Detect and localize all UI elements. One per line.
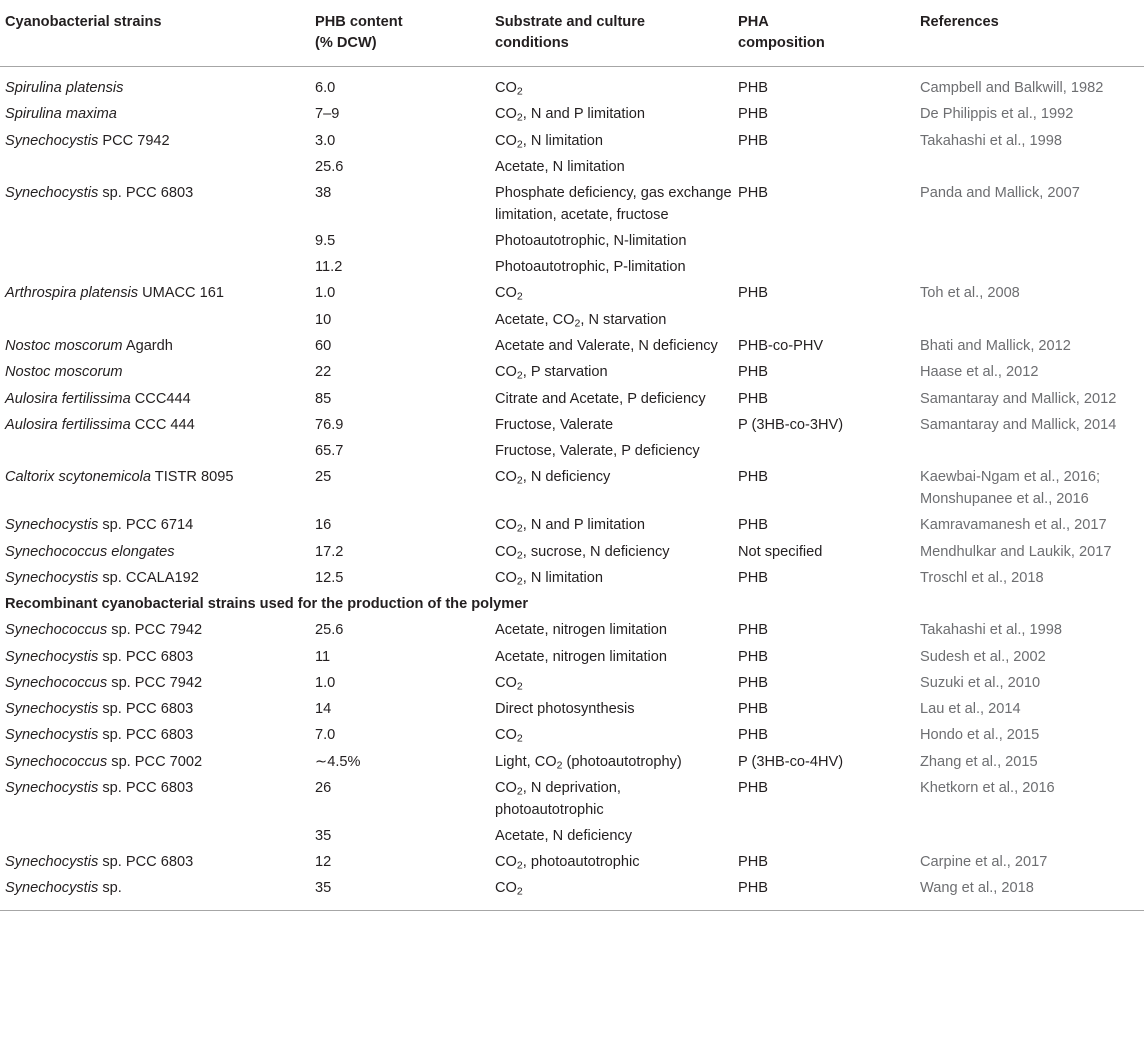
substrate-text-rest: , N starvation xyxy=(580,311,667,328)
table-row xyxy=(0,539,1144,565)
substrate-text: CO xyxy=(495,674,517,691)
table-row xyxy=(0,644,1144,670)
substrate-cell xyxy=(490,618,733,644)
substrate-text: CO xyxy=(495,854,517,871)
phb-content-cell: 3.0 xyxy=(315,132,336,149)
strain-name: Synechocystis xyxy=(5,854,99,871)
reference-cell: Sudesh et al., 2002 xyxy=(920,648,1046,665)
strain-designation: Agardh xyxy=(122,338,173,355)
strain-cell xyxy=(0,67,310,102)
substrate-text-rest: , N limitation xyxy=(522,132,604,149)
pha-composition-cell: P (3HB-co-3HV) xyxy=(738,416,844,433)
strain-name: Synechocystis xyxy=(5,727,99,744)
substrate-text: Acetate, CO xyxy=(495,311,575,328)
pha-composition-cell: PHB-co-PHV xyxy=(738,338,824,355)
phb-content-cell: 11 xyxy=(315,648,331,665)
strain-cell xyxy=(0,618,310,644)
strain-name: Synechococcus xyxy=(5,753,108,770)
strain-cell xyxy=(0,412,310,438)
phb-content-cell: 9.5 xyxy=(315,232,336,249)
pha-composition-cell xyxy=(733,255,915,281)
pha-composition-cell: PHB xyxy=(738,80,769,96)
substrate-cell xyxy=(490,181,733,229)
strain-cell xyxy=(0,697,310,723)
strain-designation: UMACC 161 xyxy=(138,285,224,302)
strain-name: Nostoc moscorum xyxy=(5,364,123,381)
strain-name: Spirulina platensis xyxy=(5,80,124,96)
phb-content-cell: 35 xyxy=(310,876,490,910)
co2-subscript: 2 xyxy=(516,85,523,98)
reference-cell: Takahashi et al., 1998 xyxy=(920,132,1062,149)
pha-composition-cell: P (3HB-co-4HV) xyxy=(738,753,844,770)
substrate-text: CO xyxy=(495,543,517,560)
header-pha-composition: PHA composition xyxy=(733,0,915,67)
substrate-text: CO xyxy=(495,285,517,302)
strain-cell xyxy=(0,360,310,386)
strain-designation: TISTR 8095 xyxy=(151,469,234,486)
co2-subscript: 2 xyxy=(516,138,523,151)
reference-cell xyxy=(915,823,1144,849)
header-row xyxy=(0,0,1144,67)
reference-cell: Kaewbai-Ngam et al., 2016; Monshupanee et al., 2016 xyxy=(920,469,1101,507)
strain-name: Spirulina maxima xyxy=(5,106,117,123)
co2-subscript: 2 xyxy=(516,291,523,304)
reference-cell: Mendhulkar and Laukik, 2017 xyxy=(920,543,1112,560)
strain-designation: PCC 7942 xyxy=(98,132,170,149)
reference-cell xyxy=(915,439,1144,465)
table-row xyxy=(0,255,1144,281)
reference-cell: Hondo et al., 2015 xyxy=(920,727,1040,744)
reference-cell: Wang et al., 2018 xyxy=(915,876,1144,910)
pha-composition-cell xyxy=(733,439,915,465)
strain-designation: sp. PCC 7942 xyxy=(107,674,203,691)
pha-composition-cell: PHB xyxy=(738,390,769,407)
phb-content-cell: 26 xyxy=(315,780,332,797)
substrate-cell xyxy=(490,307,733,333)
co2-subscript: 2 xyxy=(516,522,523,535)
strain-name: Synechocystis xyxy=(5,648,99,665)
table-row xyxy=(0,671,1144,697)
substrate-text-rest: , sucrose, N deficiency xyxy=(522,543,670,560)
co2-subscript: 2 xyxy=(516,475,523,488)
substrate-text: Direct photosynthesis xyxy=(495,701,635,718)
phb-content-cell: 38 xyxy=(315,185,332,202)
substrate-text-rest: , P starvation xyxy=(522,364,608,381)
phb-content-cell: 16 xyxy=(315,517,332,534)
substrate-cell xyxy=(490,154,733,180)
strain-cell xyxy=(0,181,310,229)
strain-cell xyxy=(0,307,310,333)
substrate-text: Photoautotrophic, P-limitation xyxy=(495,259,686,276)
reference-cell: Khetkorn et al., 2016 xyxy=(920,780,1055,797)
table-row xyxy=(0,412,1144,438)
strain-name: Synechocystis xyxy=(5,569,99,586)
table-row xyxy=(0,823,1144,849)
substrate-cell xyxy=(490,776,733,824)
strain-name: Aulosira fertilissima xyxy=(5,416,131,433)
phb-content-cell: 1.0 xyxy=(315,674,336,691)
substrate-text-rest: , N limitation xyxy=(522,569,604,586)
table-row xyxy=(0,465,1144,513)
strain-cell xyxy=(0,644,310,670)
substrate-text: Phosphate deficiency, gas exchange limitation, acetate, fructose xyxy=(495,185,732,223)
header-substrate: Substrate and culture conditions xyxy=(490,0,733,67)
strain-cell xyxy=(0,255,310,281)
strain-cell xyxy=(0,334,310,360)
substrate-text: Acetate, nitrogen limitation xyxy=(495,622,667,639)
substrate-text: CO xyxy=(495,132,517,149)
pha-composition-cell xyxy=(733,823,915,849)
reference-cell xyxy=(915,154,1144,180)
pha-composition-cell xyxy=(733,229,915,255)
strain-cell xyxy=(0,823,310,849)
substrate-text: CO xyxy=(495,80,517,96)
substrate-cell xyxy=(490,539,733,565)
reference-cell xyxy=(915,307,1144,333)
table-row xyxy=(0,229,1144,255)
reference-cell: De Philippis et al., 1992 xyxy=(920,106,1074,123)
substrate-cell xyxy=(490,565,733,591)
phb-content-cell: 17.2 xyxy=(315,543,344,560)
table-row xyxy=(0,618,1144,644)
substrate-cell xyxy=(490,723,733,749)
co2-subscript: 2 xyxy=(516,111,523,124)
substrate-cell xyxy=(490,128,733,154)
phb-content-cell: 85 xyxy=(315,390,332,407)
strain-cell xyxy=(0,671,310,697)
substrate-text: CO xyxy=(495,569,517,586)
strain-name: Synechococcus xyxy=(5,622,108,639)
substrate-cell xyxy=(490,412,733,438)
phb-content-cell: 10 xyxy=(315,311,332,328)
reference-cell: Carpine et al., 2017 xyxy=(920,854,1048,871)
strain-cell xyxy=(0,281,310,307)
substrate-text-rest: , N and P limitation xyxy=(522,517,645,534)
reference-cell: Suzuki et al., 2010 xyxy=(920,674,1041,691)
reference-cell: Samantaray and Mallick, 2012 xyxy=(920,390,1117,407)
reference-cell: Takahashi et al., 1998 xyxy=(920,622,1062,639)
strain-name: Synechocystis xyxy=(5,517,99,534)
co2-subscript: 2 xyxy=(516,785,523,798)
reference-cell: Samantaray and Mallick, 2014 xyxy=(920,416,1117,433)
co2-subscript: 2 xyxy=(516,733,523,746)
table-row xyxy=(0,439,1144,465)
strain-cell xyxy=(0,565,310,591)
pha-composition-cell: PHB xyxy=(738,701,769,718)
substrate-text: CO xyxy=(495,364,517,381)
co2-subscript: 2 xyxy=(516,549,523,562)
strain-cell xyxy=(0,513,310,539)
substrate-text: Acetate, nitrogen limitation xyxy=(495,648,667,665)
pha-composition-cell: PHB xyxy=(738,727,769,744)
strain-name: Synechocystis xyxy=(5,185,99,202)
pha-composition-cell: PHB xyxy=(733,876,915,910)
table-row xyxy=(0,281,1144,307)
pha-composition-cell: PHB xyxy=(738,285,769,302)
substrate-text-rest: , N and P limitation xyxy=(522,106,645,123)
reference-cell: Bhati and Mallick, 2012 xyxy=(920,338,1071,355)
pha-composition-cell: PHB xyxy=(738,569,769,586)
pha-composition-cell: PHB xyxy=(738,132,769,149)
strain-name: Nostoc moscorum xyxy=(5,338,123,355)
strain-designation: sp. PCC 6714 xyxy=(98,517,194,534)
table-row xyxy=(0,776,1144,824)
substrate-text: Citrate and Acetate, P deficiency xyxy=(495,390,706,407)
reference-cell: Lau et al., 2014 xyxy=(920,701,1021,718)
strain-cell xyxy=(0,102,310,128)
co2-subscript: 2 xyxy=(516,680,523,693)
phb-content-cell: 60 xyxy=(315,338,332,355)
substrate-cell xyxy=(490,439,733,465)
strain-designation: sp. PCC 6803 xyxy=(98,854,194,871)
strain-cell xyxy=(0,749,310,775)
strain-designation: CCC444 xyxy=(130,390,191,407)
table-row xyxy=(0,850,1144,876)
substrate-cell xyxy=(490,281,733,307)
substrate-text: CO xyxy=(495,780,517,797)
pha-composition-cell xyxy=(733,154,915,180)
strain-designation: sp. CCALA192 xyxy=(98,569,199,586)
strain-designation: sp. PCC 6803 xyxy=(98,185,194,202)
table-row xyxy=(0,102,1144,128)
phb-content-cell: 14 xyxy=(315,701,332,718)
strain-cell xyxy=(0,154,310,180)
co2-subscript: 2 xyxy=(574,317,581,330)
substrate-text: Acetate, N limitation xyxy=(495,158,625,175)
phb-content-cell: 65.7 xyxy=(315,443,344,460)
phb-content-cell: 11.2 xyxy=(315,259,343,276)
substrate-cell xyxy=(490,465,733,513)
phb-content-cell: ∼4.5% xyxy=(315,753,361,770)
strain-cell xyxy=(0,539,310,565)
phb-content-cell: 25 xyxy=(315,469,332,486)
substrate-cell xyxy=(490,334,733,360)
table-row xyxy=(0,181,1144,229)
substrate-text: CO xyxy=(495,517,517,534)
substrate-cell xyxy=(490,697,733,723)
phb-content-cell: 12.5 xyxy=(315,569,344,586)
strain-cell xyxy=(0,386,310,412)
co2-subscript: 2 xyxy=(556,759,563,772)
strain-cell xyxy=(0,439,310,465)
table-row xyxy=(0,876,1144,910)
table-row xyxy=(0,154,1144,180)
strain-cell xyxy=(0,876,310,910)
strain-designation: sp. PCC 6803 xyxy=(98,701,194,718)
co2-subscript: 2 xyxy=(516,575,523,588)
strain-name: Synechocystis xyxy=(5,780,99,797)
pha-composition-cell: PHB xyxy=(738,674,769,691)
substrate-text: Fructose, Valerate xyxy=(495,416,614,433)
table-row xyxy=(0,360,1144,386)
table-row xyxy=(0,67,1144,102)
table-row xyxy=(0,334,1144,360)
phb-content-cell: 7.0 xyxy=(315,727,336,744)
phb-content-cell: 25.6 xyxy=(315,158,344,175)
substrate-cell xyxy=(490,823,733,849)
strain-designation: sp. PCC 6803 xyxy=(98,780,194,797)
reference-cell: Kamravamanesh et al., 2017 xyxy=(920,517,1107,534)
pha-composition-cell xyxy=(733,307,915,333)
table-row xyxy=(0,697,1144,723)
substrate-text-rest: , N deficiency xyxy=(522,469,611,486)
substrate-text-rest: (photoautotrophy) xyxy=(562,753,682,770)
strain-designation: sp. xyxy=(98,880,122,897)
table-row xyxy=(0,513,1144,539)
strain-name: Synechocystis xyxy=(5,701,99,718)
strain-designation: sp. PCC 6803 xyxy=(98,727,194,744)
pha-composition-cell: PHB xyxy=(738,622,769,639)
phb-content-cell: 12 xyxy=(315,854,332,871)
phb-content-cell: 35 xyxy=(315,827,332,844)
phb-content-cell: 76.9 xyxy=(315,416,344,433)
strain-name: Synechococcus elongates xyxy=(5,543,175,560)
substrate-cell xyxy=(490,229,733,255)
substrate-text: Acetate, N deficiency xyxy=(495,827,633,844)
substrate-text: CO xyxy=(495,469,517,486)
table-row xyxy=(0,565,1144,591)
substrate-text: CO xyxy=(495,106,517,123)
table-row xyxy=(0,749,1144,775)
pha-composition-cell: PHB xyxy=(738,469,769,486)
substrate-cell xyxy=(490,360,733,386)
substrate-cell xyxy=(490,386,733,412)
pha-composition-cell: PHB xyxy=(738,854,769,871)
substrate-cell xyxy=(490,644,733,670)
substrate-cell xyxy=(490,749,733,775)
substrate-cell xyxy=(490,513,733,539)
reference-cell: Campbell and Balkwill, 1982 xyxy=(920,80,1104,96)
substrate-text: Acetate and Valerate, N deficiency xyxy=(495,338,718,355)
strain-name: Synechococcus xyxy=(5,674,108,691)
co2-subscript: 2 xyxy=(516,886,523,898)
reference-cell xyxy=(915,255,1144,281)
table-row xyxy=(0,307,1144,333)
header-references: References xyxy=(915,0,1144,67)
substrate-cell xyxy=(490,671,733,697)
phb-content-cell: 7–9 xyxy=(315,106,340,123)
phb-content-cell: 1.0 xyxy=(315,285,336,302)
section-title: Recombinant cyanobacterial strains used for the production of the polymer xyxy=(5,596,529,613)
strain-cell xyxy=(0,229,310,255)
strain-name: Synechocystis xyxy=(5,880,99,897)
substrate-cell xyxy=(490,67,733,102)
strain-name: Synechocystis xyxy=(5,132,99,149)
substrate-text: Fructose, Valerate, P deficiency xyxy=(495,443,700,460)
strain-cell xyxy=(0,465,310,513)
header-strain: Cyanobacterial strains xyxy=(0,0,310,67)
substrate-text: Light, CO xyxy=(495,753,557,770)
substrate-text-rest: , N deprivation, photoautotrophic xyxy=(495,780,621,818)
strain-designation: sp. PCC 6803 xyxy=(98,648,194,665)
reference-cell: Zhang et al., 2015 xyxy=(920,753,1038,770)
substrate-text: CO xyxy=(495,880,517,897)
pha-composition-cell: PHB xyxy=(738,517,769,534)
substrate-cell xyxy=(490,255,733,281)
strain-name: Aulosira fertilissima xyxy=(5,390,131,407)
phb-content-cell: 6.0 xyxy=(315,80,336,96)
strain-cell xyxy=(0,128,310,154)
phb-content-cell: 22 xyxy=(315,364,332,381)
table-row xyxy=(0,386,1144,412)
substrate-cell xyxy=(490,876,733,910)
strain-name: Caltorix scytonemicola xyxy=(5,469,151,486)
pha-composition-cell: Not specified xyxy=(738,543,823,560)
strain-designation: sp. PCC 7942 xyxy=(107,622,203,639)
strain-cell xyxy=(0,723,310,749)
pha-composition-cell: PHB xyxy=(738,648,769,665)
reference-cell: Troschl et al., 2018 xyxy=(920,569,1044,586)
strain-designation: sp. PCC 7002 xyxy=(107,753,203,770)
reference-cell: Toh et al., 2008 xyxy=(920,285,1020,302)
substrate-cell xyxy=(490,102,733,128)
phb-content-cell: 25.6 xyxy=(315,622,344,639)
strain-name: Arthrospira platensis xyxy=(5,285,139,302)
strain-cell xyxy=(0,850,310,876)
reference-cell: Haase et al., 2012 xyxy=(920,364,1039,381)
section-row xyxy=(0,592,1144,618)
pha-composition-cell: PHB xyxy=(738,780,769,797)
pha-composition-cell: PHB xyxy=(738,106,769,123)
substrate-text: Photoautotrophic, N-limitation xyxy=(495,232,687,249)
reference-cell xyxy=(915,229,1144,255)
header-phb-content: PHB content (% DCW) xyxy=(310,0,490,67)
strain-designation: CCC 444 xyxy=(130,416,195,433)
table-row xyxy=(0,723,1144,749)
table-row xyxy=(0,128,1144,154)
reference-cell: Panda and Mallick, 2007 xyxy=(920,185,1080,202)
co2-subscript: 2 xyxy=(516,369,523,382)
pha-composition-cell: PHB xyxy=(738,364,769,381)
strain-cell xyxy=(0,776,310,824)
pha-composition-cell: PHB xyxy=(738,185,769,202)
co2-subscript: 2 xyxy=(516,859,523,872)
substrate-cell xyxy=(490,850,733,876)
substrate-text: CO xyxy=(495,727,517,744)
substrate-text-rest: , photoautotrophic xyxy=(522,854,640,871)
